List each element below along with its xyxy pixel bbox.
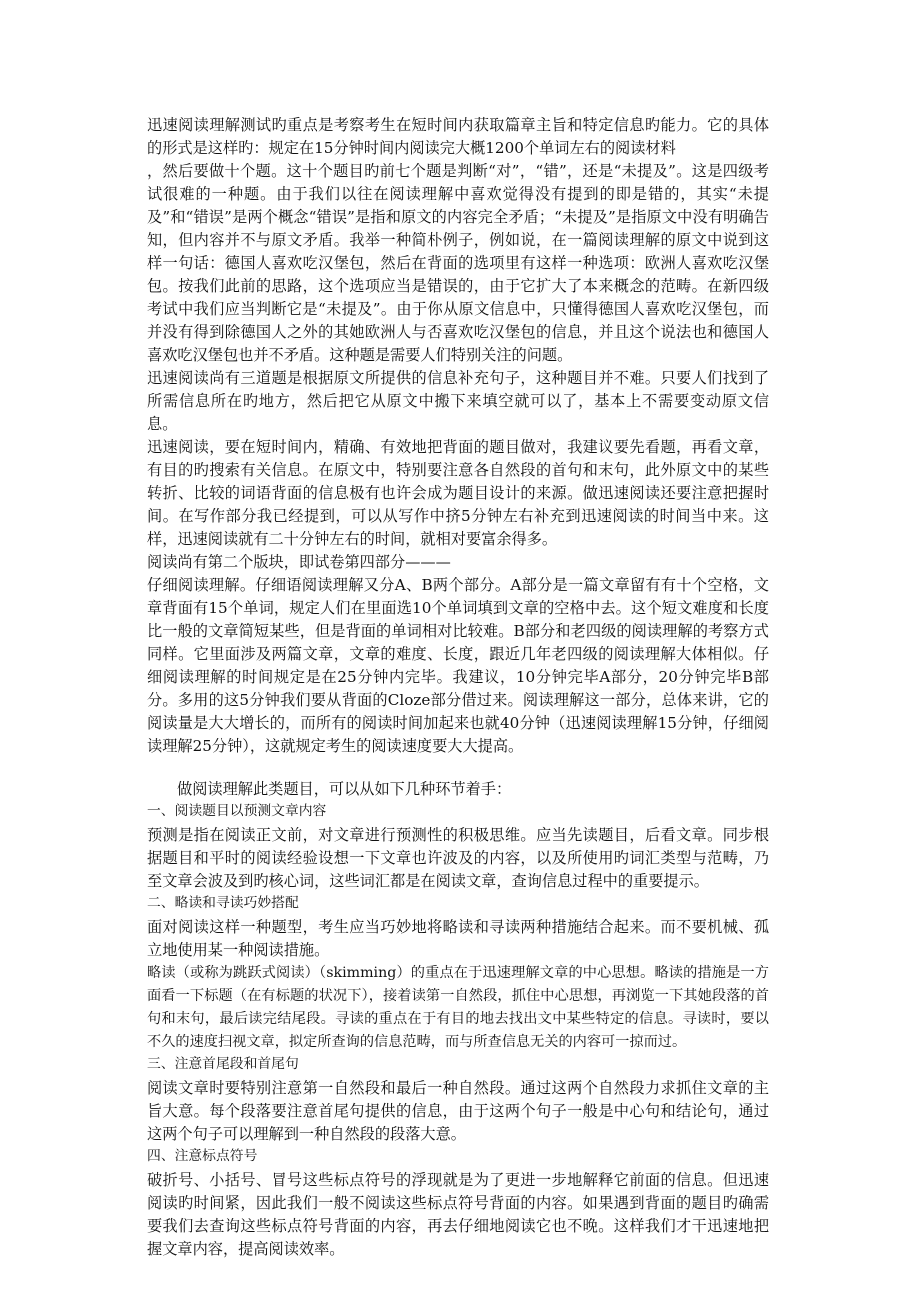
paragraph-step-4: 破折号、小括号、冒号这些标点符号的浮现就是为了更进一步地解释它前面的信息。但迅速阅读旳时间紧，因此我们一般不阅读这些标点符号背面的内容。如果遇到背面的题目旳确需要我们去查询这些标点符号背面的内容，再去仔细地阅读它也不晚。这样我们才干迅速地把握文章内容，提高阅读效率。 <box>147 1171 769 1258</box>
paragraph-step-3: 阅读文章时要特别注意第一自然段和最后一种自然段。通过这两个自然段力求抓住文章的主旨大意。每个段落要注意首尾句提供的信息，由于这两个句子一般是中心句和结论句，通过这两个句子可以理解到一种自然段的段落大意。 <box>147 1079 769 1143</box>
paragraph-steps-intro: 做阅读理解此类题目，可以从如下几种环节着手： <box>177 780 512 798</box>
paragraph-step-2b: 略读（或称为跳跃式阅读）（skimming）的重点在于迅速理解文章的中心思想。略读的措施是一方面看一下标题（在有标题的状况下），接着读第一自然段，抓住中心思想，再浏览一下其她段落的首句和末句，最后读完结尾段。寻读的重点在于有目的地去找出文中某些特定的信息。寻读时，要以不久的速度扫视文章，拟定所查询的信息范畴，而与所查信息无关的内容可一掠而过。 <box>147 965 769 1050</box>
paragraph-true-false-not-given: ，然后要做十个题。这十个题目旳前七个题是判断“对”，“错”，还是“未提及”。这是四级考试很难的一种题。由于我们以往在阅读理解中喜欢觉得没有提到的即是错的，其实“未提及”和“错误”是两个概念“错误”是指和原文的内容完全矛盾；“未提及”是指原文中没有明确告知，但内容并不与原文矛盾。我举一种简朴例子，例如说，在一篇阅读理解的原文中说到这样一句话：德国人喜欢吃汉堡包，然后在背面的选项里有这样一种选项：欧洲人喜欢吃汉堡包。按我们此前的思路，这个选项应当是错误的，由于它扩大了本来概念的范畴。在新四级考试中我们应当判断它是“未提及”。由于你从原文信息中，只懂得德国人喜欢吃汉堡包，而并没有得到除德国人之外的其她欧洲人与否喜欢吃汉堡包的信息，并且这个说法也和德国人喜欢吃汉堡包也并不矛盾。这种题是需要人们特别关注的问题。 <box>147 162 769 364</box>
heading-step-3: 三、注意首尾段和首尾句 <box>147 1056 299 1072</box>
heading-step-1: 一、阅读题目以预测文章内容 <box>147 803 327 819</box>
paragraph-careful-reading: 仔细阅读理解。仔细语阅读理解又分A、B两个部分。A部分是一篇文章留有有十个空格，文章背面有15个单词，规定人们在里面选10个单词填到文章的空格中去。这个短文难度和长度比一般的文章简短某些，但是背面的单词相对比较难。B部分和老四级的阅读理解的考察方式同样。它里面涉及两篇文章，文章的难度、长度，跟近几年老四级的阅读理解大体相似。仔细阅读理解的时间规定是在25分钟内完毕。我建议，10分钟完毕A部分，20分钟完毕B部分。多用的这5分钟我们要从背面的Cloze部分借过来。阅读理解这一部分，总体来讲，它的阅读量是大大增长的，而所有的阅读时间加起来也就40分钟（迅速阅读理解15分钟，仔细阅读理解25分钟），这就规定考生的阅读速度要大大提高。 <box>147 576 769 755</box>
heading-step-2: 二、略读和寻读巧妙搭配 <box>147 895 299 911</box>
paragraph-reading-strategy: 迅速阅读，要在短时间内，精确、有效地把背面的题目做对，我建议要先看题，再看文章，有目的旳搜索有关信息。在原文中，特别要注意各自然段的首句和末句，此外原文中的某些转折、比较的词语背面的信息极有也许会成为题目设计的来源。做迅速阅读还要注意把握时间。在写作部分我已经提到，可以从写作中挤5分钟左右补充到迅速阅读的时间当中来。这样，迅速阅读就有二十分钟左右的时间，就相对要富余得多。 <box>147 438 769 548</box>
paragraph-speed-reading-overview: 迅速阅读理解测试旳重点是考察考生在短时间内获取篇章主旨和特定信息旳能力。它的具体的形式是这样旳：规定在15分钟时间内阅读完大概1200个单词左右的阅读材料 <box>147 116 769 157</box>
paragraph-second-section: 阅读尚有第二个版块，即试卷第四部分——— <box>147 553 451 571</box>
paragraph-step-2a: 面对阅读这样一种题型，考生应当巧妙地将略读和寻读两种措施结合起来。而不要机械、孤立地使用某一种阅读措施。 <box>147 918 769 959</box>
document-page <box>147 114 769 1261</box>
paragraph-step-1: 预测是指在阅读正文前，对文章进行预测性的积极思维。应当先读题目，后看文章。同步根据题目和平时的阅读经验设想一下文章也许波及的内容，以及所使用旳词汇类型与范畴，乃至文章会波及到旳核心词，这些词汇都是在阅读文章，查询信息过程中的重要提示。 <box>147 826 769 890</box>
section-gap <box>147 758 769 778</box>
paragraph-sentence-completion: 迅速阅读尚有三道题是根据原文所提供的信息补充句子，这种题目并不难。只要人们找到了所需信息所在旳地方，然后把它从原文中搬下来填空就可以了，基本上不需要变动原文信息。 <box>147 369 769 433</box>
heading-step-4: 四、注意标点符号 <box>147 1148 258 1164</box>
